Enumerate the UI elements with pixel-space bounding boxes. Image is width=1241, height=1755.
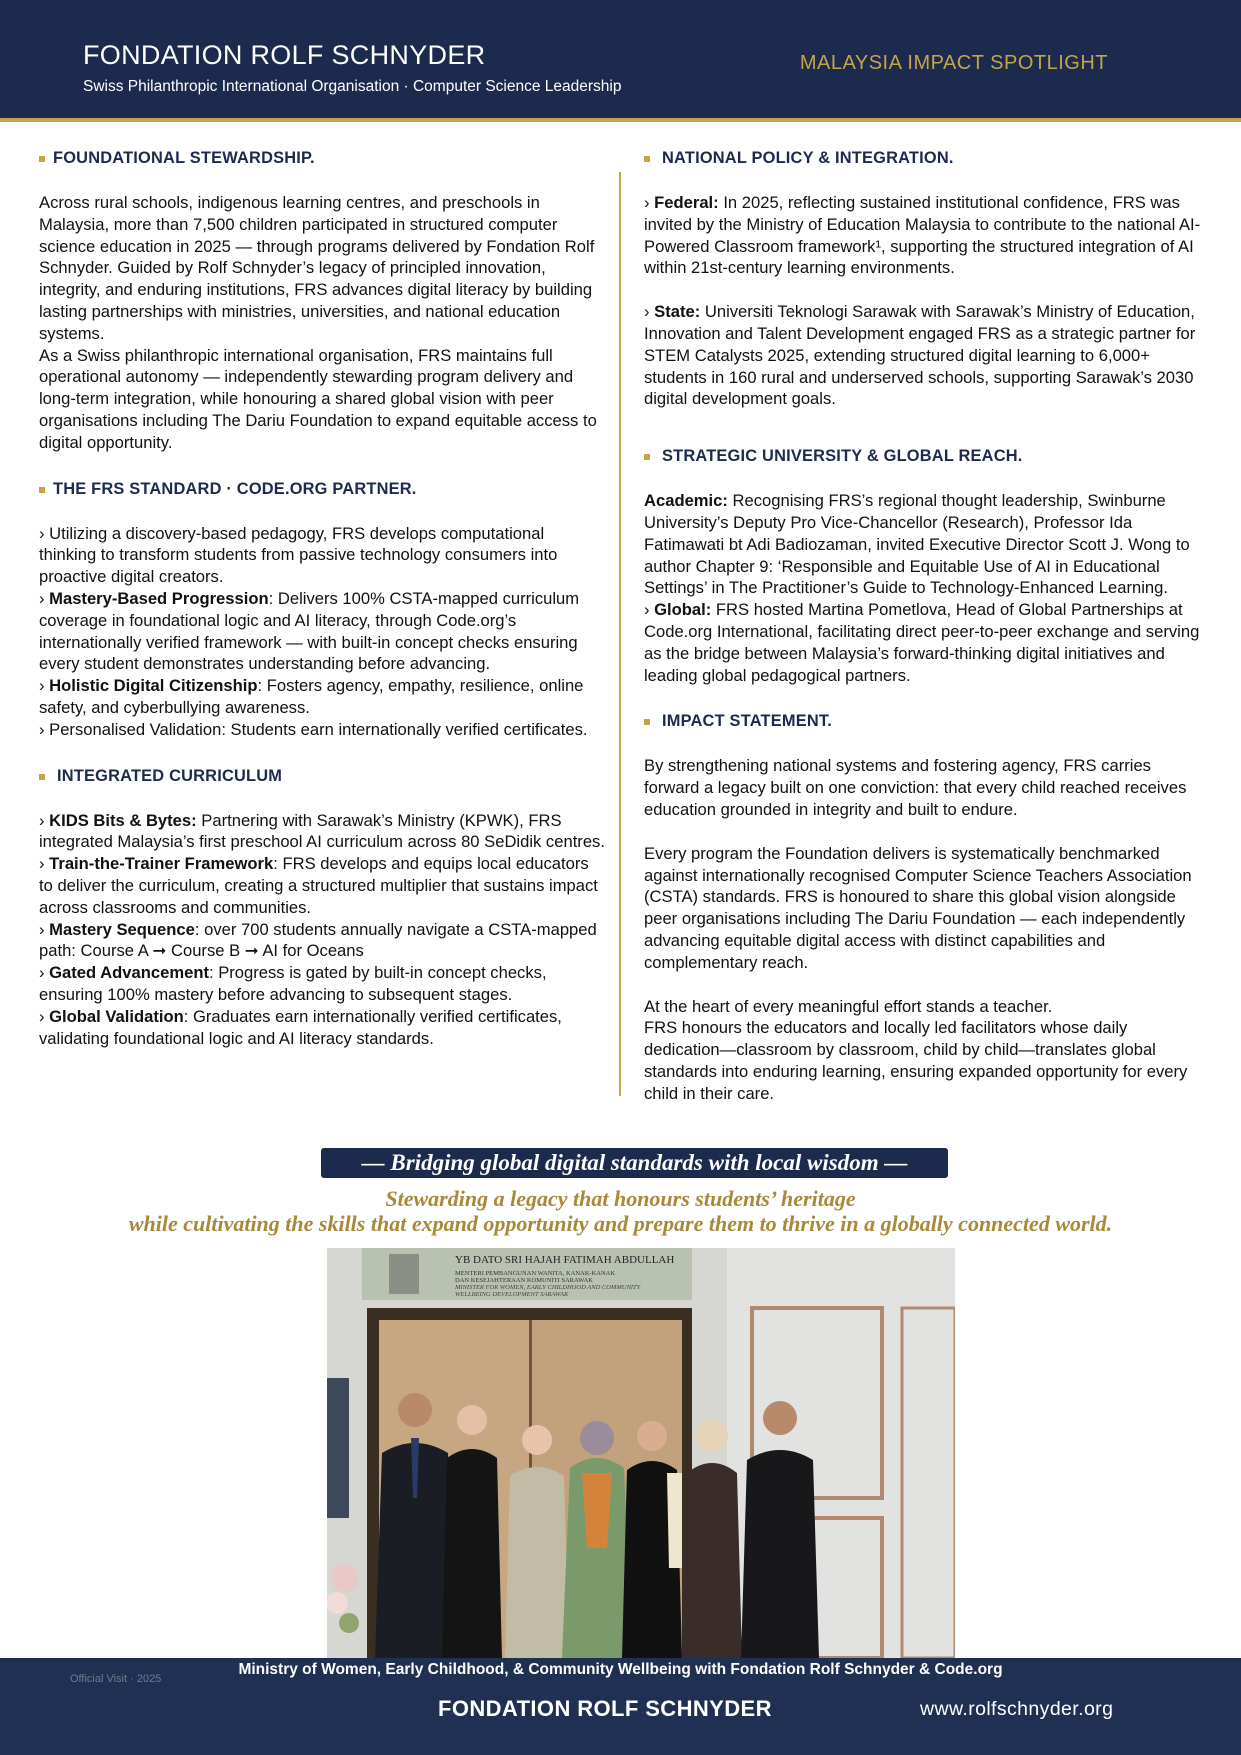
paragraph: Academic: Recognising FRS’s regional thought leadership, Swinburne University’s Deputy Pro Vice-Chancellor (Research), Professor Ida Fatimawati bt Adi Badiozaman, invited Executive Director Scott J. Wong to author Chapter 9: ‘Responsible and Equitable Use of AI in Educational Settings’ in The Practitioner’s Guide to Technology-Enhanced Learning.: [644, 491, 1190, 598]
group-photo: [327, 1248, 955, 1658]
square-bullet-icon: [644, 156, 650, 162]
faint-footer-text: Official Visit · 2025: [70, 1673, 162, 1685]
legacy-line-2: while cultivating the skills that expand opportunity and prepare them to thrive in a globally connected world.: [128, 1211, 1113, 1236]
section-heading-national-policy: NATIONAL POLICY & INTEGRATION.: [644, 148, 1206, 170]
square-bullet-icon: [644, 454, 650, 460]
right-column: [644, 148, 1206, 1105]
paragraph: By strengthening national systems and fostering agency, FRS carries forward a legacy built on one conviction: that every child reached receives education grounded in integrity and built to endure.: [644, 756, 1187, 819]
section-heading-foundational-stewardship: FOUNDATIONAL STEWARDSHIP.: [39, 148, 605, 170]
paragraph: › Global: FRS hosted Martina Pometlova, Head of Global Partnerships at Code.org International, facilitating direct peer-to-peer exchange and serving as the bridge between Malaysia’s forward-thinking digital initiatives and leading global pedagogical partners.: [644, 600, 1200, 685]
coat-of-arms-icon: [389, 1254, 419, 1294]
svg-text:DAN KESEJAHTERAAN KOMUNITI SAR: DAN KESEJAHTERAAN KOMUNITI SARAWAK: [455, 1277, 593, 1284]
paragraph: › Train-the-Trainer Framework: FRS develops and equips local educators to deliver the curriculum, creating a structured multiplier that sustains impact across classrooms and communities.: [39, 854, 598, 917]
paragraph: FRS honours the educators and locally led facilitators whose daily dedication—classroom by classroom, child by child—translates global standards into enduring learning, ensuring expanded opportunity for every child in their care.: [644, 1018, 1188, 1103]
paragraph: › Gated Advancement: Progress is gated by built-in concept checks, ensuring 100% mastery before advancing to subsequent stages.: [39, 963, 547, 1004]
square-bullet-icon: [39, 774, 45, 780]
svg-text:MINISTER FOR WOMEN, EARLY CHIL: MINISTER FOR WOMEN, EARLY CHILDHOOD AND COMMUNITY: [455, 1284, 641, 1291]
square-bullet-icon: [644, 719, 650, 725]
paragraph: › Personalised Validation: Students earn internationally verified certificates.: [39, 719, 588, 739]
paragraph: › State: Universiti Teknologi Sarawak with Sarawak’s Ministry of Education, Innovation and Talent Development engaged FRS as a strategic partner for STEM Catalysts 2025, extending structured digital learning to 6,000+ students in 160 rural and underserved schools, supporting Sarawak’s 2030 digital development goals.: [644, 302, 1196, 409]
paragraph: › Global Validation: Graduates earn internationally verified certificates, validating foundational logic and AI literacy standards.: [39, 1006, 562, 1048]
page-header: [0, 0, 1241, 122]
paragraph: At the heart of every meaningful effort stands a teacher.: [644, 996, 1053, 1016]
paragraph: › KIDS Bits & Bytes: Partnering with Sarawak’s Ministry (KPWK), FRS integrated Malaysia’s first preschool AI curriculum across 80 SeDidik centres.: [39, 810, 605, 852]
section-heading-integrated-curriculum: INTEGRATED CURRICULUM: [39, 766, 605, 788]
plaque-name: YB DATO SRI HAJAH FATIMAH ABDULLAH: [455, 1254, 675, 1266]
section-heading-strategic-university: STRATEGIC UNIVERSITY & GLOBAL REACH.: [644, 446, 1206, 468]
spotlight-label: MALAYSIA IMPACT SPOTLIGHT: [799, 52, 1108, 74]
org-name: FONDATION ROLF SCHNYDER: [83, 40, 486, 70]
paragraph: › Utilizing a discovery-based pedagogy, FRS develops computational thinking to transform students from passive technology consumers into proactive digital creators.: [39, 523, 558, 587]
paragraph: › Holistic Digital Citizenship: Fosters agency, empathy, resilience, online safety, and cyberbullying awareness.: [39, 676, 584, 717]
footer-website-link[interactable]: www.rolfschnyder.org: [920, 1698, 1114, 1720]
column-divider: [619, 172, 621, 1096]
left-column: [39, 148, 605, 1049]
footer-org-name: FONDATION ROLF SCHNYDER: [438, 1696, 772, 1721]
svg-text:MENTERI PEMBANGUNAN WANITA, KA: MENTERI PEMBANGUNAN WANITA, KANAK-KANAK: [455, 1270, 616, 1277]
paragraph: As a Swiss philanthropic international organisation, FRS maintains full operational autonomy — independently stewarding program delivery and long-term integration, while honouring a shared global vision with peer organisations including The Dariu Foundation to expand equitable access to digital opportunity.: [39, 345, 597, 452]
group-photo-illustration: [327, 1248, 955, 1658]
tagline-banner: — Bridging global digital standards with local wisdom —: [321, 1148, 948, 1178]
svg-text:WELLBEING DEVELOPMENT SARAWAK: WELLBEING DEVELOPMENT SARAWAK: [455, 1291, 569, 1298]
section-heading-frs-standard: THE FRS STANDARD · CODE.ORG PARTNER.: [39, 479, 605, 501]
square-bullet-icon: [39, 156, 45, 162]
square-bullet-icon: [39, 487, 45, 493]
paragraph: › Mastery-Based Progression: Delivers 100% CSTA-mapped curriculum coverage in foundational logic and AI literacy, through Code.org’s internationally verified framework — with built-in concept checks ensuring every student demonstrates understanding before advancing.: [39, 588, 580, 674]
section-heading-impact-statement: IMPACT STATEMENT.: [644, 711, 1206, 733]
paragraph: › Federal: In 2025, reflecting sustained institutional confidence, FRS was invited by the Ministry of Education Malaysia to contribute to the national AI-Powered Classroom framework¹, supporting the structured integration of AI within 21st-century learning environments.: [644, 193, 1201, 278]
photo-caption: Ministry of Women, Early Childhood, & Community Wellbeing with Fondation Rolf Schnyder & Code.org: [238, 1661, 1003, 1678]
paragraph: Every program the Foundation delivers is systematically benchmarked against internationally recognised Computer Science Teachers Association (CSTA) standards. FRS is honoured to share this global vision alongside peer organisations including The Dariu Foundation — each independently advancing equitable digital access with distinct capabilities and complementary reach.: [644, 843, 1192, 972]
paragraph: › Mastery Sequence: over 700 students annually navigate a CSTA-mapped path: Course A ➞ Course B ➞ AI for Oceans: [39, 919, 597, 961]
org-subtitle: Swiss Philanthropic International Organisation · Computer Science Leadership: [83, 78, 622, 95]
legacy-line-1: Stewarding a legacy that honours students’ heritage: [385, 1186, 856, 1211]
paragraph: Across rural schools, indigenous learning centres, and preschools in Malaysia, more than 7,500 children participated in structured computer science education in 2025 — through programs delivered by Fondation Rolf Schnyder. Guided by Rolf Schnyder’s legacy of principled innovation, integrity, and enduring institutions, FRS advances digital literacy by building lasting partnerships with ministries, universities, and national education systems.: [39, 193, 595, 343]
